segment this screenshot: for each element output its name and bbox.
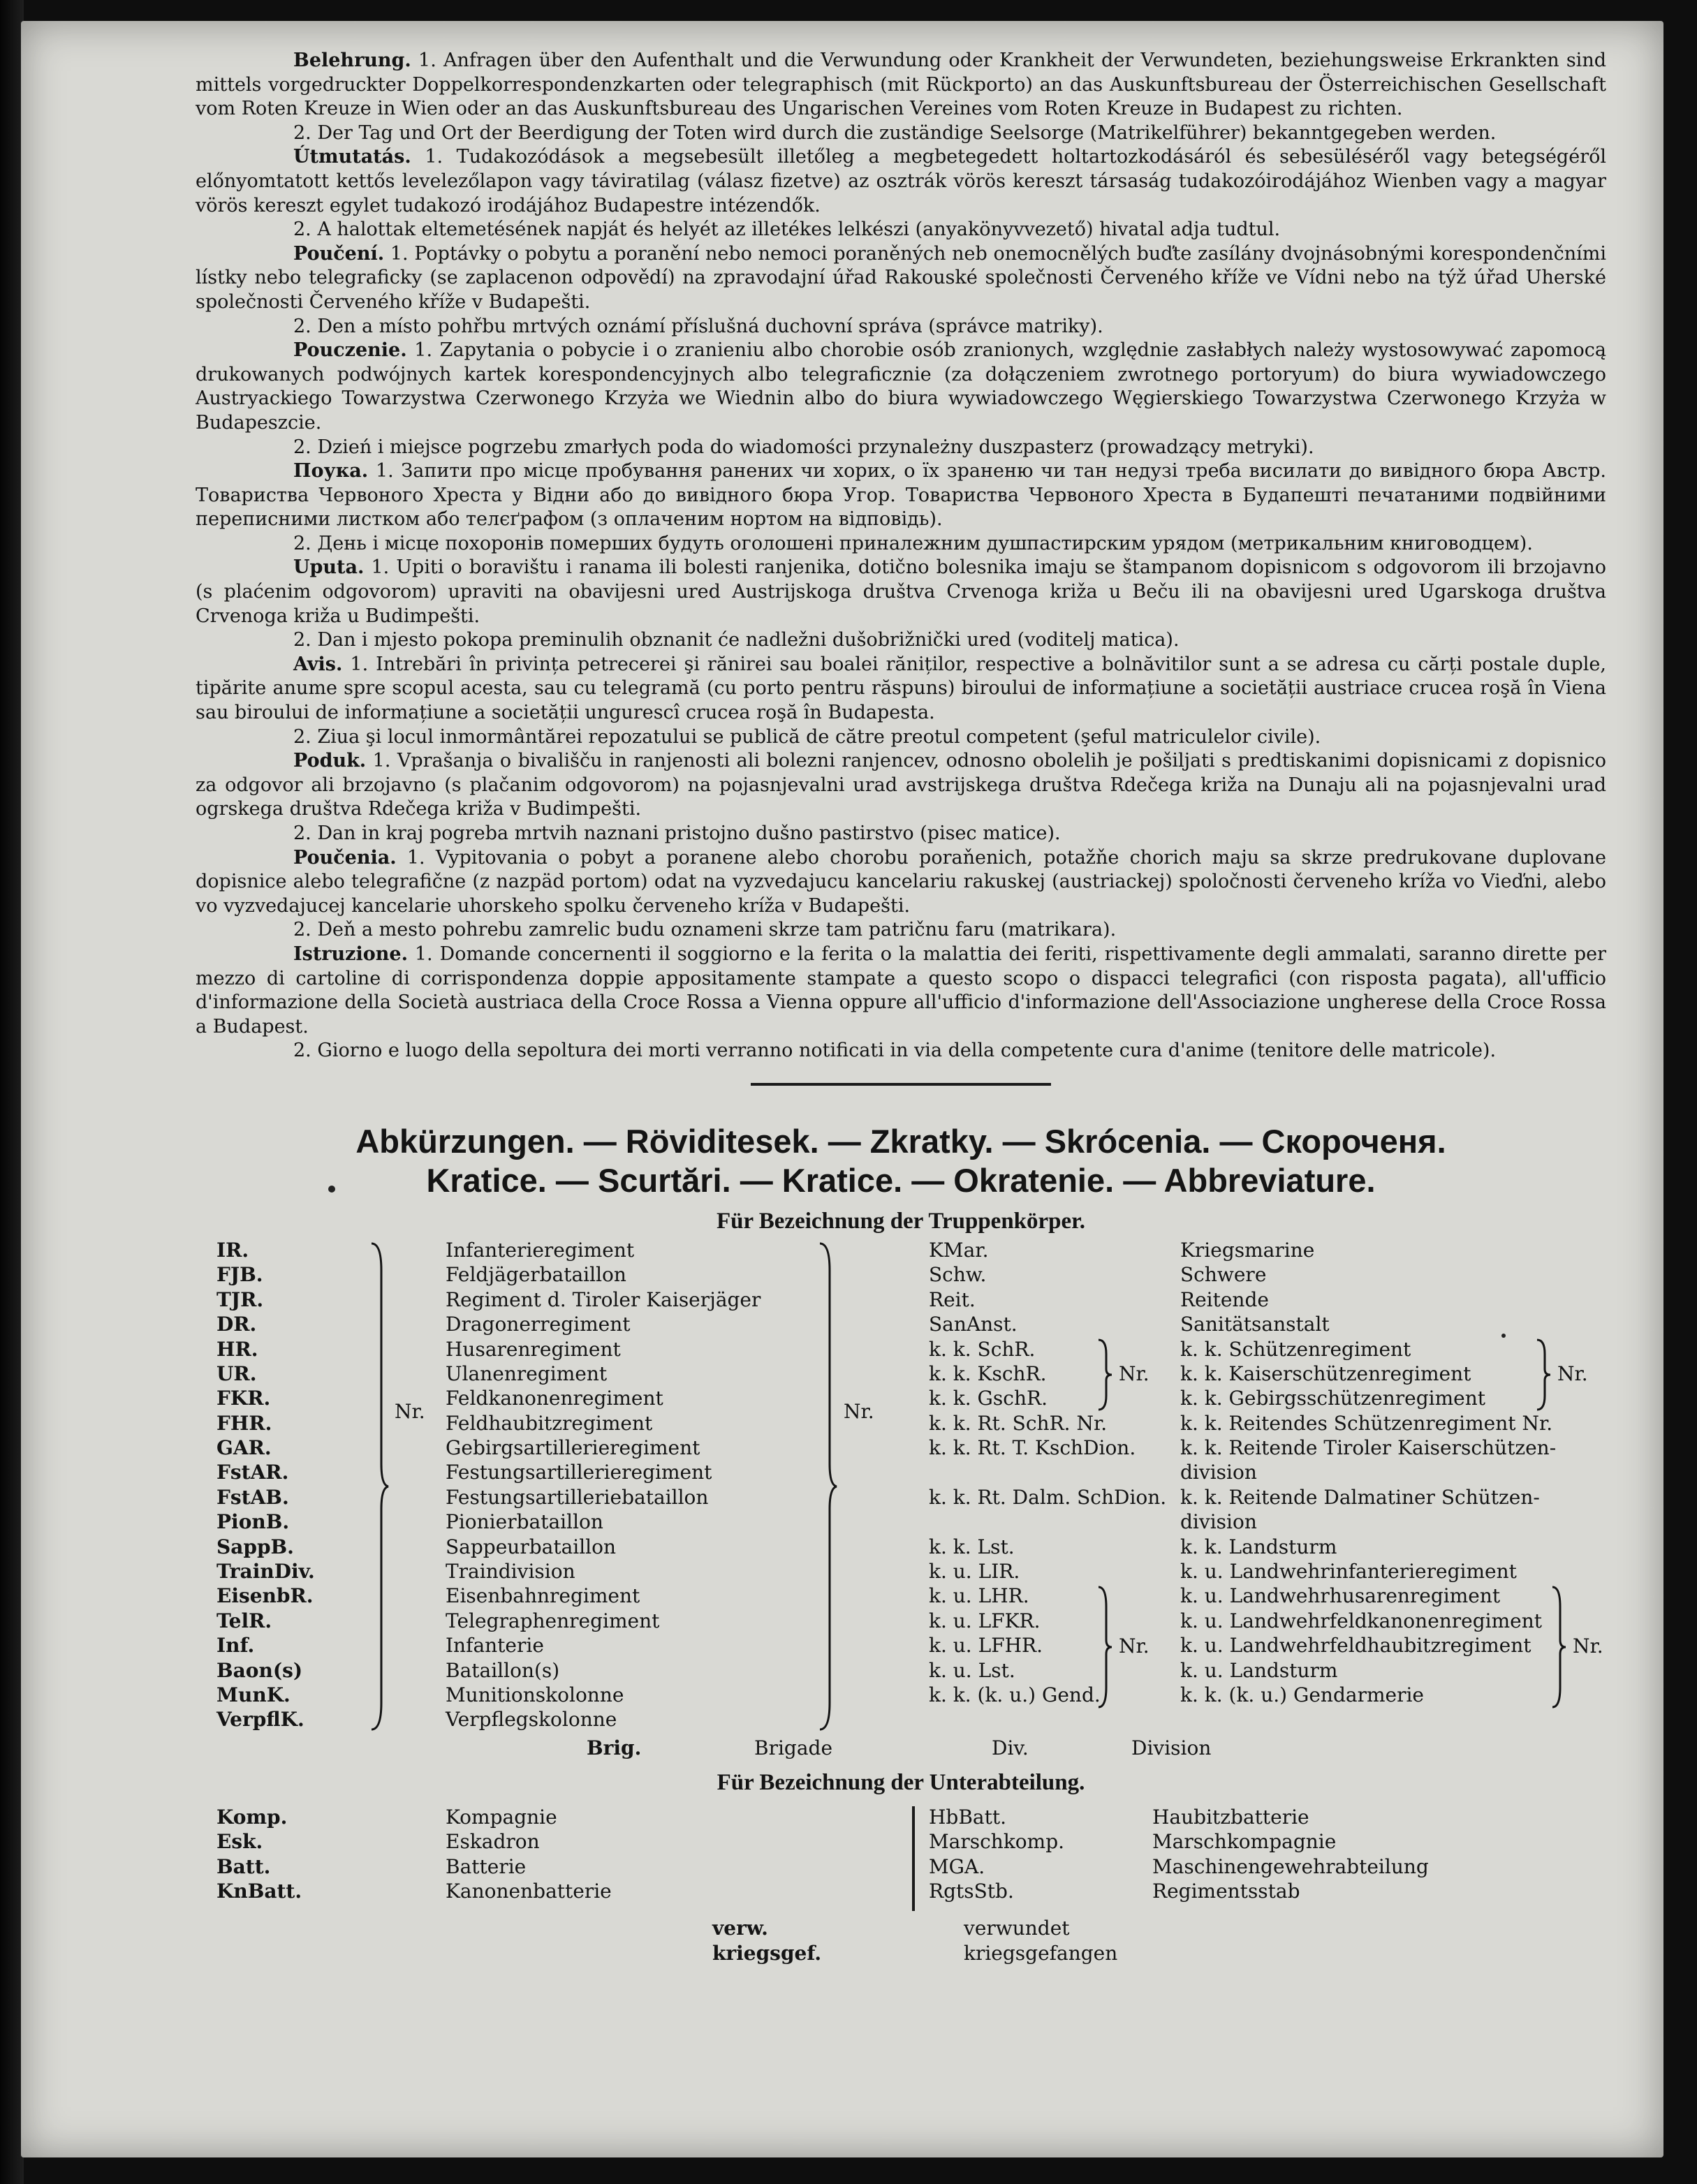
abbreviation-meaning: Pionierbataillon bbox=[446, 1510, 603, 1534]
troop-left-full-column bbox=[446, 1238, 761, 1732]
abbreviation-code: FstAB. bbox=[216, 1485, 289, 1509]
landwehr-brace-icon bbox=[1096, 1586, 1113, 1709]
abbreviation-meaning: k. k. Rt. Dalm. SchDion. bbox=[929, 1485, 1167, 1509]
abbreviation-meaning: Kriegsmarine bbox=[1180, 1238, 1315, 1262]
document-content bbox=[196, 49, 1606, 1974]
abbreviation-code: Batt. bbox=[216, 1854, 271, 1878]
abbreviation-meaning: k. k. (k. u.) Gendarmerie bbox=[1180, 1683, 1424, 1706]
subunit-right-abbr-column bbox=[929, 1805, 1064, 1904]
abbreviation-meaning: KMar. bbox=[929, 1238, 989, 1262]
abbreviation-meaning: k. k. Rt. SchR. Nr. bbox=[929, 1411, 1108, 1435]
abbreviation-meaning: SanAnst. bbox=[929, 1313, 1018, 1336]
nr-label-left: Nr. bbox=[395, 1399, 425, 1423]
abbreviation-meaning: k. k. Kaiserschützenregiment bbox=[1180, 1362, 1471, 1385]
document-page bbox=[21, 21, 1663, 2157]
abbreviation-meaning: k. k. Reitende Dalmatiner Schützen- bbox=[1180, 1485, 1540, 1509]
subunit-abbreviation-table bbox=[196, 1799, 1606, 1974]
instruction-paragraph: Uputa. 1. Upiti o boravištu i ranama ili bolesti ranjenika, dotično bolesnika imaju se štampanom dopisnicom s odgovorom ili brzojavno (s plaćenim odgovorom) upraviti na obavijesni ured Austrijskoga društva Crvenoga križa u Beču ili na obavijesni ured Ugarskoga društva Crvenoga križa u Budimpešti. bbox=[196, 556, 1606, 627]
abbreviation-meaning: Eisenbahnregiment bbox=[446, 1584, 640, 1608]
abbreviation-meaning bbox=[929, 1510, 1166, 1534]
abbreviations-title-line2: Kratice. — Scurtări. — Kratice. — Okratenie. — Abbreviature. bbox=[426, 1161, 1376, 1199]
schuetzen-brace-icon bbox=[1096, 1338, 1113, 1411]
abbreviation-meaning: division bbox=[1180, 1510, 1257, 1534]
abbreviation-meaning: division bbox=[1180, 1461, 1257, 1484]
instruction-paragraph: 2. A halottak eltemetésének napját és helyét az illetékes lelkészi (anyakönyvvezető) hivatal adja tudtul. bbox=[293, 219, 1281, 241]
abbreviation-meaning: k. u. LIR. bbox=[929, 1560, 1020, 1584]
abbreviation-code: DR. bbox=[216, 1313, 257, 1336]
verw-abbr: verw. bbox=[712, 1916, 768, 1940]
troop-units-heading: Für Bezeichnung der Truppenkörper. bbox=[716, 1208, 1086, 1234]
abbreviation-code: Komp. bbox=[216, 1805, 288, 1829]
abbreviation-meaning: Reitende bbox=[1180, 1287, 1269, 1311]
abbreviation-meaning: k. u. Landwehrinfanterieregiment bbox=[1180, 1560, 1517, 1584]
abbreviation-meaning: Verpflegskolonne bbox=[446, 1708, 617, 1732]
abbreviation-meaning: k. k. Rt. T. KschDion. bbox=[929, 1436, 1136, 1460]
abbreviation-meaning: Batterie bbox=[446, 1854, 527, 1878]
abbreviation-meaning: k. k. GschR. bbox=[929, 1387, 1048, 1410]
abbreviation-meaning: k. k. Lst. bbox=[929, 1535, 1015, 1558]
abbreviation-meaning: Feldkanonenregiment bbox=[446, 1387, 663, 1410]
abbreviation-code: GAR. bbox=[216, 1436, 272, 1460]
subunit-left-full-column bbox=[446, 1805, 612, 1904]
instruction-paragraph: 2. Deň a mesto pohrebu zamrelic budu oznameni skrze tam patričnu faru (matrikara). bbox=[293, 919, 1117, 941]
abbreviation-meaning: Gebirgsartillerieregiment bbox=[446, 1436, 700, 1460]
abbreviation-meaning: Sappeurbataillon bbox=[446, 1535, 617, 1558]
instruction-paragraph: Útmutatás. 1. Tudakozódások a megsebesült illetőleg a megbetegedett holtartozkodásáról és sebesüléséről vagy betegségéről előnyomtatott kettős levelezőlapon vagy táviratilag (válasz fizetve) az osztrák vörös kereszt társaság tudakozóirodájához Wienben vagy a magyar vörös kereszt egylet tudakozó irodájához Budapestre intézendők. bbox=[196, 146, 1606, 216]
brig-abbr: Brig. bbox=[587, 1736, 642, 1759]
abbreviation-meaning: Kompagnie bbox=[446, 1805, 557, 1829]
abbreviation-meaning: Regiment d. Tiroler Kaiserjäger bbox=[446, 1287, 761, 1311]
instruction-paragraph: 2. Dan in kraj pogreba mrtvih naznani pristojno dušno pastirstvo (pisec matice). bbox=[293, 822, 1061, 844]
abbreviation-code: SappB. bbox=[216, 1535, 294, 1558]
brig-full: Brigade bbox=[754, 1736, 833, 1759]
abbreviation-code: TelR. bbox=[216, 1609, 272, 1632]
abbreviation-code: TrainDiv. bbox=[216, 1560, 315, 1584]
abbreviation-meaning: k. u. Landwehrhusarenregiment bbox=[1180, 1584, 1501, 1608]
abbreviation-meaning: Bataillon(s) bbox=[446, 1658, 560, 1682]
abbreviation-meaning: Telegraphenregiment bbox=[446, 1609, 660, 1632]
verw-full: verwundet bbox=[964, 1916, 1070, 1940]
nr-label-middle: Nr. bbox=[844, 1399, 874, 1423]
instruction-paragraph: Poduk. 1. Vprašanja o bivališču in ranjenosti ali bolezni ranjencev, odnosno obolelih je pošiljati s predtiskanimi dopisnicami z dopisnico za odgovor ali brzojavno (s plačanim odgovorom) na pojasnjevalni urad avstrijskega društva Rdečega križa na Dunaju ali na pojasnjevalni urad ogrskega društva Rdečega križa v Budimpešti. bbox=[196, 750, 1606, 820]
abbreviation-meaning: k. u. Landwehrfeldkanonenregiment bbox=[1180, 1609, 1543, 1632]
instruction-paragraph: Pouczenie. 1. Zapytania o pobycie i o zranieniu albo chorobie osób zranionych, względnie zasłabłych należy wystosowywać zapomocą drukowanych podwójnych kartek korespondencyjnych albo telegraficznie (za dołączeniem zwrotnego portoryum) do biura wywiadowczego Austryackiego Towarzystwa Czerwonego Krzyża we Wiednin albo do biura wywiadowczego Węgierskiego Towarzystwa Czerwonego Krzyża w Budapeszcie. bbox=[196, 339, 1606, 434]
abbreviation-meaning: Festungsartillerieregiment bbox=[446, 1461, 712, 1484]
abbreviation-meaning: MGA. bbox=[929, 1854, 985, 1878]
abbreviation-code: Esk. bbox=[216, 1830, 263, 1854]
abbreviation-meaning: k. k. Reitende Tiroler Kaiserschützen- bbox=[1180, 1436, 1557, 1460]
landwehr-full-brace-icon bbox=[1550, 1586, 1567, 1709]
abbreviations-title-line1: Abkürzungen. — Röviditesek. — Zkratky. — Skrócenia. — Скороченя. bbox=[355, 1122, 1446, 1160]
abbreviation-code: HR. bbox=[216, 1337, 258, 1361]
abbreviation-meaning: Marschkompagnie bbox=[1152, 1830, 1337, 1854]
instructions-block bbox=[196, 49, 1606, 1063]
kgf-full: kriegsgefangen bbox=[964, 1941, 1118, 1965]
instruction-paragraph: Istruzione. 1. Domande concernenti il soggiorno e la ferita o la malattia dei feriti, rispettivamente degli ammalati, saranno dirette per mezzo di cartoline di corrispondenza doppie appositamente stampate a questo scopo o dispacci telegrafici (con risposta pagata), all'ufficio d'informazione della Società austriaca della Croce Rossa a Vienna oppure all'ufficio d'informazione dell'Associazione ungherese della Croce Rossa a Budapest. bbox=[196, 943, 1606, 1038]
abbreviation-meaning: Dragonerregiment bbox=[446, 1313, 631, 1336]
abbreviation-meaning: Reit. bbox=[929, 1287, 976, 1311]
abbreviation-meaning: k. u. LFKR. bbox=[929, 1609, 1041, 1632]
abbreviation-meaning: k. k. Gebirgsschützenregiment bbox=[1180, 1387, 1485, 1410]
abbreviation-meaning: Feldhaubitzregiment bbox=[446, 1411, 653, 1435]
div-full: Division bbox=[1131, 1736, 1212, 1759]
abbreviation-meaning: Sanitätsanstalt bbox=[1180, 1313, 1330, 1336]
subunits-heading: Für Bezeichnung der Unterabteilung. bbox=[717, 1769, 1085, 1795]
instruction-paragraph: Poučenia. 1. Vypitovania o pobyt a poranene alebo chorobu poraňenich, potažňe chorich maju sa skrze predrukovane duplovane dopisnice alebo telegrafične (z nazpäd portom) odat na vyzvedajucu kancelariu rakuskej (austriackej) spoločnosti červeneho kríža vo Vieďni, alebo vo vyzvedajucej kancelarie uhorskeho spolku červeneho kríža v Budapešti. bbox=[196, 846, 1606, 917]
abbreviation-meaning: k. k. SchR. bbox=[929, 1337, 1036, 1361]
abbreviation-code: Inf. bbox=[216, 1634, 255, 1658]
abbreviation-code: KnBatt. bbox=[216, 1880, 302, 1903]
abbreviation-meaning: k. k. Landsturm bbox=[1180, 1535, 1337, 1558]
abbreviation-meaning: Festungsartilleriebataillon bbox=[446, 1485, 709, 1509]
nr-label-schuetzen-abbr: Nr. bbox=[1119, 1362, 1149, 1385]
abbreviation-meaning: k. u. Lst. bbox=[929, 1658, 1015, 1682]
instruction-paragraph: Poučení. 1. Poptávky o pobytu a poranění nebo nemoci poraněných neb onemocnělých buďte zasílány dvojnásobnými korespondenčními lístky nebo telegraficky (se zaplacenon odpovědí) na zpravodajní úřad Rakouské společnosti Červeného kříže ve Vídni nebo na týž úřad Uherské společnosti Červeného kříže v Budapešti. bbox=[196, 242, 1606, 313]
instruction-paragraph: 2. День і місце похоронів померших будуть оголошені приналежним душпастирским урядом (метрикальним книговодцем). bbox=[293, 532, 1533, 554]
separator-rule bbox=[751, 1083, 1051, 1086]
instruction-paragraph: Поука. 1. Запити про місце пробування ранених чи хорих, о їх зраненю чи тан недузі треба висилати до вивідного бюра Австр. Товариства Червоного Хреста у Відни або до вивідного бюра Угор. Товариства Червоного Хреста в Будапешті печатаними подвійними переписними листком або телєґрафом (з оплаченим нортом на відповідь). bbox=[196, 460, 1606, 531]
abbreviation-meaning: k. k. Schützenregiment bbox=[1180, 1337, 1411, 1361]
abbreviation-meaning: k. k. Reitendes Schützenregiment Nr. bbox=[1180, 1411, 1553, 1435]
abbreviation-code: FKR. bbox=[216, 1387, 271, 1410]
abbreviation-meaning: k. u. LHR. bbox=[929, 1584, 1029, 1608]
instruction-paragraph: 2. Der Tag und Ort der Beerdigung der Toten wird durch die zuständige Seelsorge (Matrikelführer) bekanntgegeben werden. bbox=[293, 121, 1497, 144]
abbreviation-meaning: Marschkomp. bbox=[929, 1830, 1065, 1854]
abbreviation-meaning: Kanonenbatterie bbox=[446, 1880, 612, 1903]
subunit-left-abbr-column bbox=[216, 1805, 302, 1904]
abbreviation-meaning: Ulanenregiment bbox=[446, 1362, 608, 1385]
abbreviation-code: EisenbR. bbox=[216, 1584, 314, 1608]
abbreviation-meaning: Infanterieregiment bbox=[446, 1238, 635, 1262]
abbreviation-code: VerpflK. bbox=[216, 1708, 304, 1732]
middle-brace-icon bbox=[817, 1242, 838, 1731]
abbreviation-meaning: Infanterie bbox=[446, 1634, 544, 1658]
left-brace-icon bbox=[369, 1242, 390, 1731]
abbreviation-meaning: Schwere bbox=[1180, 1263, 1267, 1287]
instruction-paragraph: 2. Dan i mjesto pokopa preminulih obznanit će nadležni dušobrižnički ured (voditelj matica). bbox=[293, 629, 1180, 651]
abbreviation-meaning: Traindivision bbox=[446, 1560, 575, 1584]
abbreviation-meaning: k. u. Landsturm bbox=[1180, 1658, 1338, 1682]
abbreviation-code: FHR. bbox=[216, 1411, 272, 1435]
abbreviation-meaning: k. u. Landwehrfeldhaubitzregiment bbox=[1180, 1634, 1531, 1658]
abbreviation-meaning: Haubitzbatterie bbox=[1152, 1805, 1309, 1829]
troop-left-abbr-column bbox=[216, 1238, 315, 1732]
nr-label-schuetzen-full: Nr. bbox=[1557, 1362, 1588, 1385]
instruction-paragraph: Belehrung. 1. Anfragen über den Aufenthalt und die Verwundung oder Krankheit der Verwundeten, beziehungsweise Erkrankten sind mittels vorgedruckter Doppelkorrespondenzkarten oder telegraphisch (mit Rückporto) an das Auskunftsbureau der Österreichischen Gesellschaft vom Roten Kreuze in Wien oder an das Auskunftsbureau des Ungarischen Vereines vom Roten Kreuze in Budapest zu richten. bbox=[196, 50, 1606, 120]
abbreviation-code: FJB. bbox=[216, 1263, 263, 1287]
instruction-paragraph: 2. Giorno e luogo della sepoltura dei morti verranno notificati in via della competente cura d'anime (tenitore delle matricole). bbox=[293, 1040, 1497, 1062]
abbreviation-meaning: Eskadron bbox=[446, 1830, 540, 1854]
abbreviation-code: TJR. bbox=[216, 1287, 264, 1311]
abbreviation-code: PionB. bbox=[216, 1510, 290, 1534]
subunit-right-full-column bbox=[1152, 1805, 1429, 1904]
troop-right-full-column bbox=[1180, 1238, 1556, 1707]
nr-label-landwehr-full: Nr. bbox=[1573, 1634, 1603, 1658]
div-abbr: Div. bbox=[992, 1736, 1029, 1759]
schuetzen-full-brace-icon bbox=[1535, 1338, 1552, 1411]
abbreviation-code: MunK. bbox=[216, 1683, 291, 1706]
nr-label-landwehr-abbr: Nr. bbox=[1119, 1634, 1149, 1658]
abbreviation-meaning: k. k. KschR. bbox=[929, 1362, 1047, 1385]
instruction-paragraph: Avis. 1. Intrebări în privința petrecerei şi rănirei sau boalei răniților, respective a bolnăvitilor sunt a se adresa cu cărți postale duple, tipărite anume spre scopul acesta, sau cu telegramă (cu porto pentru răspuns) biroului de informațiune a societății austriace crucea roşă în Viena sau biroului de informațiune a societății ungurescî crucea roşă în Budapesta. bbox=[196, 653, 1606, 724]
abbreviation-meaning: HbBatt. bbox=[929, 1805, 1007, 1829]
instruction-paragraph: 2. Dzień i miejsce pogrzebu zmarłych poda do wiadomości przynależny duszpasterz (prowadzący metryki). bbox=[293, 436, 1314, 458]
abbreviation-meaning bbox=[929, 1460, 1166, 1484]
abbreviation-meaning: Husarenregiment bbox=[446, 1337, 621, 1361]
scan-edge-left bbox=[0, 0, 24, 2184]
abbreviation-meaning: k. k. (k. u.) Gend. bbox=[929, 1683, 1101, 1706]
abbreviation-code: FstAR. bbox=[216, 1461, 289, 1484]
abbreviation-meaning: RgtsStb. bbox=[929, 1880, 1014, 1903]
abbreviation-meaning: Maschinengewehrabteilung bbox=[1152, 1854, 1429, 1878]
instruction-paragraph: 2. Ziua şi locul inmormântărei repozatului se publică de către preotul competent (şeful matriculelor civile). bbox=[293, 725, 1321, 748]
instruction-paragraph: 2. Den a místo pohřbu mrtvých oznámí příslušná duchovní správa (správce matriky). bbox=[293, 315, 1103, 337]
abbreviation-code: UR. bbox=[216, 1362, 257, 1385]
abbreviation-meaning: Feldjägerbataillon bbox=[446, 1263, 626, 1287]
subunit-divider bbox=[912, 1806, 915, 1911]
abbreviation-meaning: Schw. bbox=[929, 1263, 987, 1287]
abbreviation-meaning: Munitionskolonne bbox=[446, 1683, 624, 1706]
abbreviation-code: Baon(s) bbox=[216, 1658, 303, 1682]
abbreviation-code: IR. bbox=[216, 1238, 249, 1262]
abbreviation-meaning: k. u. LFHR. bbox=[929, 1634, 1043, 1658]
troop-abbreviation-table bbox=[196, 1238, 1606, 1769]
abbreviation-meaning: Regimentsstab bbox=[1152, 1880, 1300, 1903]
kgf-abbr: kriegsgef. bbox=[712, 1941, 822, 1965]
